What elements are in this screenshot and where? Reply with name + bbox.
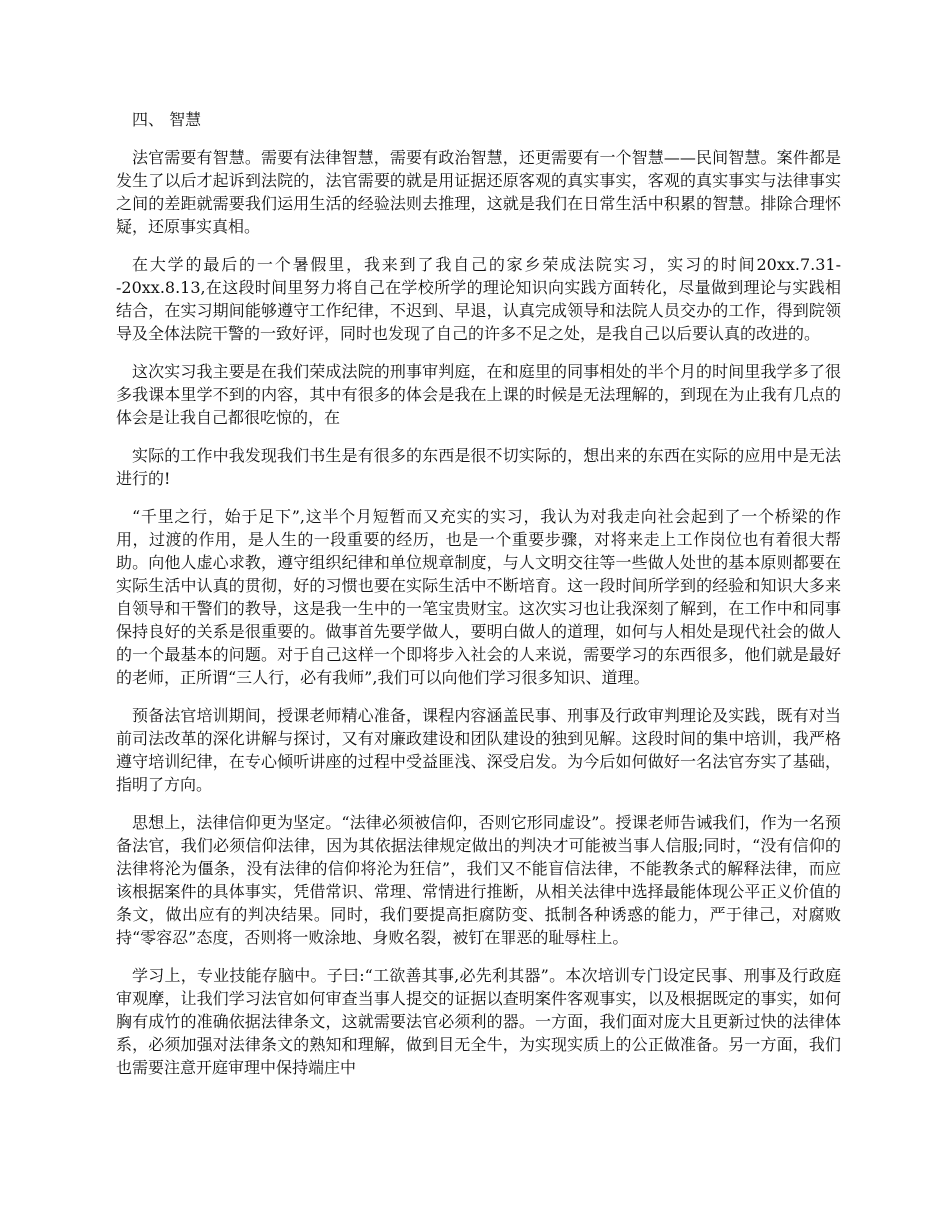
paragraph-criminal-court: 这次实习我主要是在我们荣成法院的刑事审判庭，在和庭里的同事相处的半个月的时间里我学多了很多我课本里学不到的内容，其中有很多的体会是我在上课的时候是无法理解的，到现在为止我有几点的体会是让我自己都很吃惊的，在 [116, 362, 841, 427]
paragraph-journey: “千里之行，始于足下”,这半个月短暂而又充实的实习，我认为对我走向社会起到了一个桥梁的作用，过渡的作用，是人生的一段重要的经历，也是一个重要步骤，对将来走上工作岗位也有着很大帮助。向他人虚心求教，遵守组织纪律和单位规章制度，与人文明交往等一些做人处世的基本原则都要在实际生活中认真的贯彻，好的习惯也要在实际生活中不断培育。这一段时间所学到的经验和知识大多来自领导和干警们的教导，这是我一生中的一笔宝贵财宝。这次实习也让我深刻了解到，在工作中和同事保持良好的关系是很重要的。做事首先要学做人，要明白做人的道理，如何与人相处是现代社会的做人的一个最基本的问题。对于自己这样一个即将步入社会的人来说，需要学习的东西很多，他们就是最好的老师，正所谓“三人行，必有我师”,我们可以向他们学习很多知识、道理。 [116, 507, 841, 687]
paragraph-training: 预备法官培训期间，授课老师精心准备，课程内容涵盖民事、刑事及行政审判理论及实践，既有对当前司法改革的深化讲解与探讨，又有对廉政建设和团队建设的独到见解。这段时间的集中培训，我严格遵守培训纪律，在专心倾听讲座的过程中受益匪浅、深受启发。为今后如何做好一名法官夯实了基础，指明了方向。 [116, 706, 841, 794]
section-heading: 四、 智慧 [132, 110, 202, 129]
document-page [116, 108, 841, 1094]
paragraph-practical-work: 实际的工作中我发现我们书生是有很多的东西是很不切实际的，想出来的东西在实际的应用中是无法进行的! [116, 446, 841, 488]
paragraph-study: 学习上，专业技能存脑中。子曰:“工欲善其事,必先利其器”。本次培训专门设定民事、刑事及行政庭审观摩，让我们学习法官如何审查当事人提交的证据以查明案件客观事实，以及根据既定的事实，如何胸有成竹的准确依据法律条文，这就需要法官必须利的器。一方面，我们面对庞大且更新过快的法律体系，必须加强对法律条文的熟知和理解，做到目无全牛，为实现实质上的公正做准备。另一方面，我们也需要注意开庭审理中保持端庄中 [116, 966, 841, 1077]
paragraph-ideology: 思想上，法律信仰更为坚定。“法律必须被信仰，否则它形同虚设”。授课老师告诫我们，作为一名预备法官，我们必须信仰法律，因为其依据法律规定做出的判决才可能被当事人信服;同时，“没有信仰的法律将沦为僵条，没有法律的信仰将沦为狂信”，我们又不能盲信法律，不能教条式的解释法律，而应该根据案件的具体事实，凭借常识、常理、常情进行推断，从相关法律中选择最能体现公平正义价值的条文，做出应有的判决结果。同时，我们要提高拒腐防变、抵制各种诱惑的能力，严于律己，对腐败持“零容忍”态度，否则将一败涂地、身败名裂，被钉在罪恶的耻辱柱上。 [116, 813, 841, 947]
paragraph-internship-intro: 在大学的最后的一个暑假里，我来到了我自己的家乡荣成法院实习，实习的时间20xx.7.31--20xx.8.13,在这段时间里努力将自己在学校所学的理论知识向实践方面转化，尽量做到理论与实践相结合，在实习期间能够遵守工作纪律，不迟到、早退，认真完成领导和法院人员交办的工作，得到院领导及全体法院干警的一致好评，同时也发现了自己的许多不足之处，是我自己以后要认真的改进的。 [116, 255, 841, 343]
paragraph-wisdom: 法官需要有智慧。需要有法律智慧，需要有政治智慧，还更需要有一个智慧——民间智慧。案件都是发生了以后才起诉到法院的，法官需要的就是用证据还原客观的真实事实，客观的真实事实与法律事实之间的差距就需要我们运用生活的经验法则去推理，这就是我们在日常生活中积累的智慧。排除合理怀疑，还原事实真相。 [116, 148, 841, 236]
